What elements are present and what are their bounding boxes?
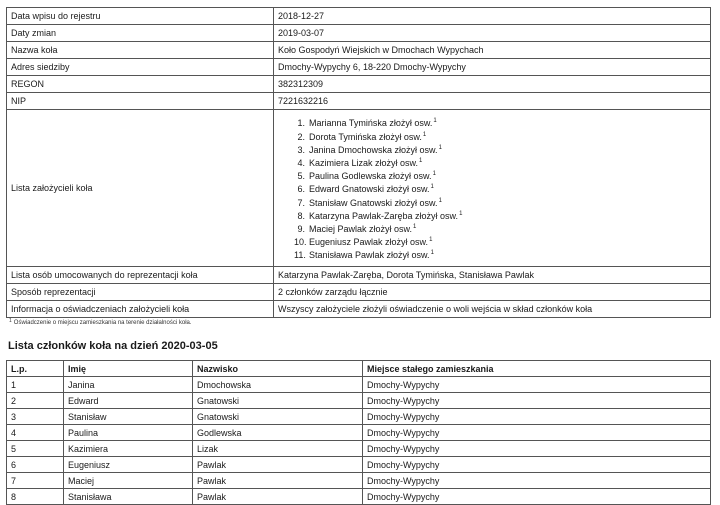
info-value: 2018-12-27 [274,8,711,25]
cell-lp: 4 [7,425,64,441]
table-row [7,425,711,441]
footnote-mark: 1 [429,237,433,244]
founder-item [294,168,706,181]
founder-item [294,115,706,128]
cell-lp: 6 [7,457,64,473]
founder-item [294,195,706,208]
table-row [7,473,711,489]
cell-residence: Dmochy-Wypychy [363,393,711,409]
cell-last-name: Godlewska [193,425,363,441]
cell-first-name: Maciej [64,473,193,489]
info-label: Nazwa koła [7,42,274,59]
col-header-first-name: Imię [64,361,193,377]
founder-item [294,247,706,260]
founder-item [294,142,706,155]
members-title: Lista członków koła na dzień 2020-03-05 [8,340,218,352]
footnote-mark: 1 [433,118,437,125]
founder-text: Janina Dmochowska złożył osw. [309,144,438,155]
info-row [7,93,711,110]
info-value: 2019-03-07 [274,25,711,42]
cell-first-name: Edward [64,393,193,409]
info-row [7,25,711,42]
footnote-mark: 1 [413,223,417,230]
cell-last-name: Pawlak [193,473,363,489]
cell-first-name: Janina [64,377,193,393]
cell-first-name: Eugeniusz [64,457,193,473]
cell-residence: Dmochy-Wypychy [363,409,711,425]
info-label: REGON [7,76,274,93]
cell-last-name: Pawlak [193,489,363,505]
info-row [7,59,711,76]
founder-text: Marianna Tymińska złożył osw. [309,118,433,129]
founder-item [294,221,706,234]
info-value: Dmochy-Wypychy 6, 18-220 Dmochy-Wypychy [274,59,711,76]
founder-number: 4. [297,158,305,169]
cell-lp: 3 [7,409,64,425]
cell-first-name: Paulina [64,425,193,441]
info-row [7,8,711,25]
info-label: NIP [7,93,274,110]
founder-number: 6. [297,184,305,195]
founder-number: 8. [297,210,305,221]
footnote-mark: 1 [430,250,434,257]
footnote-mark: 1 [422,131,427,138]
association-info-table [6,7,711,318]
cell-last-name: Pawlak [193,457,363,473]
founder-number: 5. [297,171,305,182]
table-row [7,441,711,457]
cell-first-name: Stanisław [64,409,193,425]
info-value: Katarzyna Pawlak-Zaręba, Dorota Tymińska, Stanisława Pawlak [274,267,711,284]
info-value: Koło Gospodyń Wiejskich w Dmochach Wypychach [274,42,711,59]
founder-text: Kazimiera Lizak złożył osw. [309,158,419,169]
founder-item [294,155,706,168]
founder-text: Eugeniusz Pawlak złożył osw. [309,237,429,248]
founder-text: Maciej Pawlak złożył osw. [309,223,413,234]
founders-label: Lista założycieli koła [7,110,274,267]
info-label: Adres siedziby [7,59,274,76]
cell-residence: Dmochy-Wypychy [363,457,711,473]
founder-number: 11. [294,250,306,261]
cell-residence: Dmochy-Wypychy [363,473,711,489]
founder-number: 2. [297,131,305,142]
cell-first-name: Kazimiera [64,441,193,457]
info-label: Daty zmian [7,25,274,42]
founder-number: 1. [297,118,305,129]
founder-item [294,208,706,221]
founder-number: 9. [297,223,305,234]
cell-last-name: Gnatowski [193,393,363,409]
footnote-marker: 1 [9,318,12,324]
info-row [7,267,711,284]
info-label: Sposób reprezentacji [7,284,274,301]
founder-number: 7. [297,197,305,208]
info-row [7,284,711,301]
founder-number: 10. [294,237,307,248]
info-label: Lista osób umocowanych do reprezentacji koła [7,267,274,284]
table-row [7,489,711,505]
members-header-row [7,361,711,377]
cell-lp: 2 [7,393,64,409]
founder-text: Stanisława Pawlak złożył osw. [309,250,430,261]
cell-residence: Dmochy-Wypychy [363,489,711,505]
footnote-mark: 1 [459,210,463,217]
founder-text: Katarzyna Pawlak-Zaręba złożył osw. [309,210,459,221]
info-label: Data wpisu do rejestru [7,8,274,25]
cell-lp: 8 [7,489,64,505]
footnote-mark: 1 [438,144,442,151]
cell-residence: Dmochy-Wypychy [363,441,711,457]
cell-last-name: Dmochowska [193,377,363,393]
cell-first-name: Stanisława [64,489,193,505]
cell-lp: 1 [7,377,64,393]
table-row [7,457,711,473]
table-row [7,393,711,409]
info-value: Wszyscy założyciele złożyli oświadczenie o woli wejścia w skład członków koła [274,301,711,318]
founder-item [294,181,706,194]
cell-residence: Dmochy-Wypychy [363,377,711,393]
info-value: 2 członków zarządu łącznie [274,284,711,301]
col-header-last-name: Nazwisko [193,361,363,377]
col-header-residence: Miejsce stałego zamieszkania [363,361,711,377]
cell-lp: 5 [7,441,64,457]
cell-residence: Dmochy-Wypychy [363,425,711,441]
founder-item [294,129,706,142]
founder-text: Dorota Tymińska złożył osw. [309,131,422,142]
footnote [8,318,192,326]
founder-text: Stanisław Gnatowski złożył osw. [309,197,438,208]
cell-last-name: Lizak [193,441,363,457]
info-row [7,301,711,318]
info-row [7,42,711,59]
footnote-mark: 1 [430,184,434,191]
table-row [7,377,711,393]
founders-cell [274,110,711,267]
cell-last-name: Gnatowski [193,409,363,425]
footnote-mark: 1 [438,197,442,204]
founder-text: Edward Gnatowski złożył osw. [309,184,430,195]
founders-row [7,110,711,267]
members-table [6,360,711,505]
info-value: 382312309 [274,76,711,93]
info-label: Informacja o oświadczeniach założycieli koła [7,301,274,318]
footnote-mark: 1 [419,158,423,165]
founder-item [294,234,706,247]
cell-lp: 7 [7,473,64,489]
col-header-lp: L.p. [7,361,64,377]
info-value: 7221632216 [274,93,711,110]
founders-list [278,111,706,264]
founder-text: Paulina Godlewska złożył osw. [309,171,432,182]
table-row [7,409,711,425]
footnote-text: Oświadczenie o miejscu zamieszkania na terenie działalności koła. [13,320,192,326]
founder-number: 3. [297,144,305,155]
info-row [7,76,711,93]
footnote-mark: 1 [432,171,436,178]
